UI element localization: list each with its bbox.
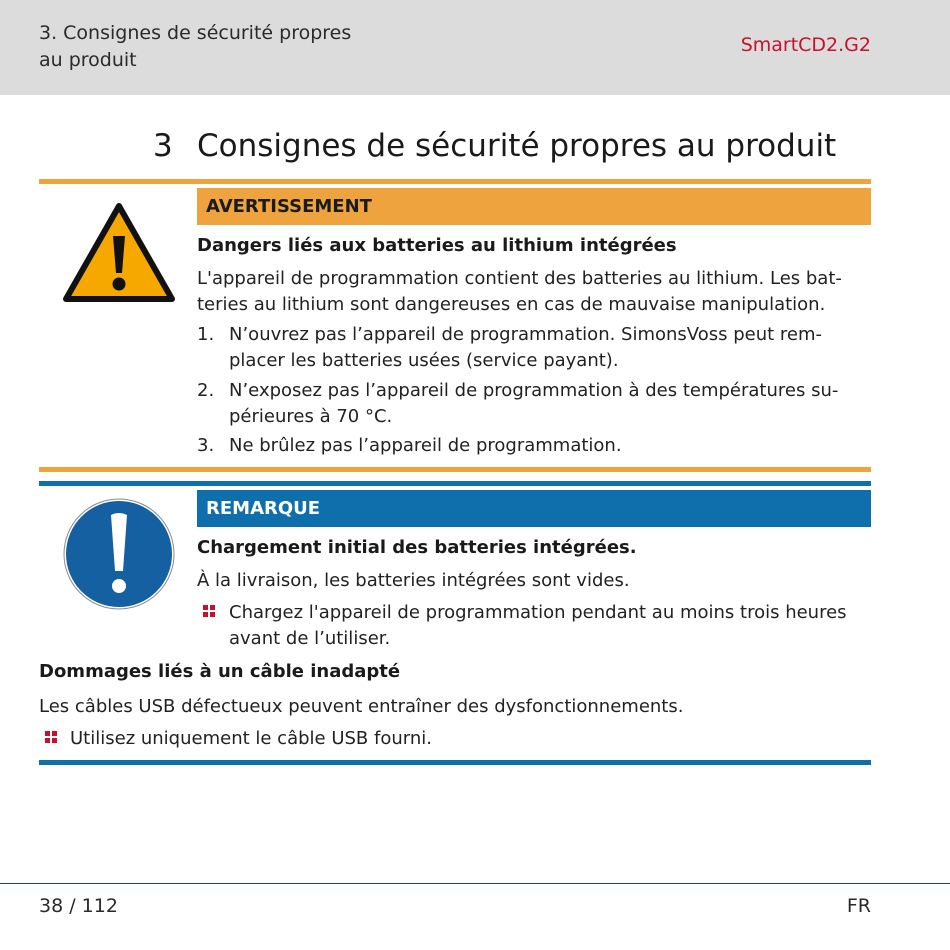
exclamation-circle-icon	[63, 498, 175, 610]
footer-divider	[0, 883, 950, 884]
note-label: REMARQUE	[206, 498, 321, 519]
warning-label: AVERTISSEMENT	[206, 196, 372, 217]
warning-triangle-icon	[62, 201, 176, 303]
bullet-icon	[203, 605, 216, 618]
step-text-line1: N’exposez pas l’appareil de programmation à des températures su-	[229, 380, 839, 401]
chapter-title-text: Consignes de sécurité propres au produit	[197, 128, 837, 164]
note-bullet-line1: Chargez l'appareil de programmation pendant au moins trois heures	[229, 602, 847, 623]
product-name: SmartCD2.G2	[740, 34, 871, 56]
warning-bottom-rule	[39, 467, 871, 472]
chapter-title	[153, 128, 836, 164]
warning-heading: Dangers liés aux batteries au lithium intégrées	[197, 235, 677, 256]
step-text-line2: périeures à 70 °C.	[229, 406, 393, 427]
note-label-bar	[197, 490, 871, 527]
warning-label-bar	[197, 188, 871, 225]
page-number: 38 / 112	[39, 895, 118, 917]
note-bottom-rule	[39, 760, 871, 765]
step-text-line1: N’ouvrez pas l’appareil de programmation. SimonsVoss peut rem-	[229, 324, 823, 345]
bullet-icon	[45, 731, 58, 744]
step-number: 3.	[197, 435, 215, 456]
warning-top-rule	[39, 179, 871, 184]
chapter-number: 3	[153, 128, 173, 164]
note-heading: Chargement initial des batteries intégrées.	[197, 537, 637, 558]
step-number: 1.	[197, 324, 215, 345]
step-text-line1: Ne brûlez pas l’appareil de programmation.	[229, 435, 622, 456]
language-code: FR	[846, 895, 871, 917]
warning-intro-line1: L'appareil de programmation contient des batteries au lithium. Les bat-	[197, 268, 842, 289]
note-top-rule	[39, 481, 871, 486]
page-header	[0, 0, 950, 95]
step-text-line2: placer les batteries usées (service payant).	[229, 350, 619, 371]
note-intro: À la livraison, les batteries intégrées sont vides.	[197, 570, 630, 591]
cable-bullet: Utilisez uniquement le câble USB fourni.	[70, 728, 432, 749]
cable-text: Les câbles USB défectueux peuvent entraîner des dysfonctionnements.	[39, 696, 684, 717]
section-title: 3. Consignes de sécurité propres au produit	[39, 22, 352, 71]
step-number: 2.	[197, 380, 215, 401]
warning-intro-line2: teries au lithium sont dangereuses en cas de mauvaise manipulation.	[197, 294, 826, 315]
cable-heading: Dommages liés à un câble inadapté	[39, 661, 401, 682]
note-bullet-line2: avant de l’utiliser.	[229, 628, 391, 649]
